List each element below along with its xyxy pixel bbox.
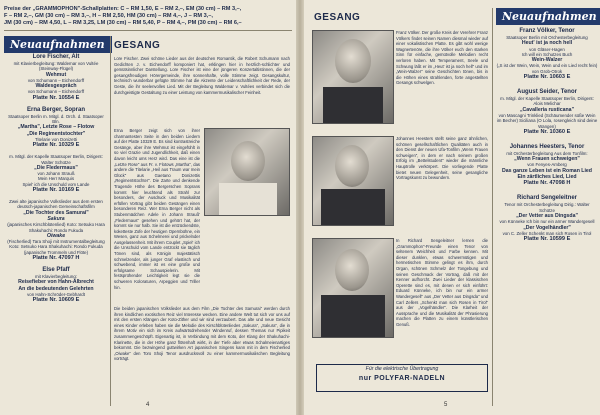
text-franz-voelker: Franz Völker. Der große Kreis der Verehrer Franz Völkers findet seinen Namen diesmal wieder auf einer vokalistischen Platte. Es gibt wohl wenige Wagnertenöre, die ihre Völker euch den starken Sinn für einfache, gemütvolle Melodien recht verloren haben. Mit Temperament, Seele und Schwung läßt er im „Heut' ist ja noch hell" und im „Wein-Walzer" seine Geschichten tönen, bis in die Höhen eines strahlenden, forte angestellten Gesangs schwelgen.: [396, 30, 488, 86]
record-number: Platte Nr. 10360 E: [523, 128, 571, 135]
song-title: An die bedeutenden Gelehrten: [18, 285, 94, 292]
record-number: Platte Nr. 10603 E: [523, 74, 571, 81]
song-title: Waldesgespräch: [35, 83, 77, 90]
ad-line: Für die elektrische Übertragung: [365, 366, 439, 372]
accompaniment: m. Mitgl. der Kapelle Staatsoper Berlin, Dirigent: Alois Melichar: [500, 96, 594, 107]
page-number: 4: [146, 402, 150, 408]
song-title: „Martha", Letzte Rose – Flotow: [17, 124, 95, 131]
song-title: Oiwake: [46, 232, 66, 239]
composer: von Mascagni Trinklied (Schäumender süße Wein im Becher) Siciliana (O Lola, rosengleich sind deine Wangen): [496, 112, 598, 129]
artist-name: Johannes Heesters, Tenor: [509, 143, 585, 150]
release-entry: [4, 107, 108, 149]
column-divider: [110, 36, 111, 406]
release-entry: [4, 199, 108, 262]
portrait-suit: [321, 295, 385, 337]
song-title: „Die Fledermaus": [34, 164, 78, 171]
artist-name: Lore Fischer, Alt: [32, 54, 80, 60]
release-entry: [4, 267, 108, 304]
release-list-left: [4, 54, 108, 309]
song-title: Ein zärtliches Lied, Lied: [517, 174, 577, 181]
song-title: Heut' ist ja noch hell: [521, 40, 573, 47]
accompaniment: m. Mitgl. der Kapelle Staatsoper Berlin, Dirigent: Walter Schütze: [9, 154, 103, 165]
text-japanese-songs: Die beiden japanischen Volkslieder aus dem Film „Die Tochter des Samurai" werden durch ihren kindlichen exotischen Reiz viel Interesse wecken. Eine andere Welt tut sich vor uns auf mit den ersten Klängen der Koto-Zither und wir sind verzaubert. Das alte und neue Gesicht eines Kinder erleben haben sie die Melodie des Kirschblütenliedes „Sakura", „Sakura", die in ihrem Motiv ein sich im Kreis aufwärtsdrehender Windenruf, dessen Themas nur Pipikeit zusammengeschöpft. Eigenartig ist, in Verbindung mit dem Koto, der Klang der Shakuhachi-Klarinette, die in der Höhe ganz flötenhaft wirkt, in der Tiefe aber etwas Schalmeienartiges bekommt. Die bezwingend guttwirken Art japanischen Singens kann mit in dem Fischerlied „Oiwake" den Toro Shoji Tenor ausdrucksvoll zu einer kammermusikalischen Begleitung vorträgt.: [114, 306, 290, 362]
portrait-dress: [219, 183, 277, 215]
song-title: Wehmut: [45, 71, 67, 78]
record-number: Platte Nr. 10329 E: [32, 142, 80, 149]
release-entry: [496, 144, 598, 187]
composer: von Johann Strauß: [37, 171, 75, 177]
portrait-suit: [321, 189, 385, 225]
artist-name: Else Pfaff: [42, 267, 70, 274]
film-title: „Die Tochter des Samurai": [23, 209, 89, 216]
portrait-face: [335, 145, 369, 187]
photo-franz-voelker: [312, 30, 394, 124]
banner-neuaufnahmen: Neuaufnahmen: [4, 36, 112, 53]
banner-neuaufnahmen: Neuaufnahmen: [496, 8, 600, 25]
accompaniment: mit Klavierbegleitung:: [35, 274, 77, 280]
photo-erna-berger: [204, 128, 290, 216]
record-number: Platte Nr. 47098 H: [523, 180, 571, 187]
accompaniment: Staatsoper Berlin mit Orchesterbegleitung: [506, 35, 588, 40]
artist-name: August Seider, Tenor: [517, 89, 577, 96]
composer: („S ist der Wein, Wein, Wein und ein Lied recht fein) von Grob-Otrok: [496, 63, 598, 74]
release-entry: [4, 54, 108, 102]
accompaniment: Tenor mit Orchesterbegleitung Dirig.: Walter Schütze: [504, 202, 590, 213]
record-number: Platte Nr. 10609 E: [32, 297, 80, 304]
photo-johannes-heesters: [312, 136, 394, 226]
text-lore-fischer: Lore Fischer. Zwei schöne Lieder aus der deutschen Romantik, die Robert Schumann nach Gedichten J. v. Eichendorff komponiert hat, erklingen hier in herzlich-schlichter und gemütsinnlicher Darstellung. Lore Fischer ist eine der jüngeren Konzertaltistinnen, die der gesangsfreudigen Hörergemeinde, ihre sonnenhafte, volle Stimme zeigt. Gesangskultur, technisch wunderbar gefügte Stimme hat die Akzente der Leidenschaftlichkeit der Rede, der Geste, die ihr seelenvolles Lied. Mit der Begleitung Waldemar v. Vultées verbindet sich die durchgeistigte Gestaltung zu einer Leistung von kammermusikalischer Feinheit.: [114, 56, 290, 95]
artist-name: Erna Berger, Sopran: [26, 106, 86, 113]
book-gutter: [296, 0, 304, 415]
text-richard-sengeleitner: In Richard Sengeleitner lernen die „Grammophon"-Freunde einen Tenor von seltenem Weichheit und Farbe kennen. Mit dieser dunklen, etwas schwermütigen und hermetischen Stimme gelingt es ihm, durch Organ, schönen Schmelz der Tongebung und seinen Geschmack der Vortrag, daß mit der Kenner aufhorcht. Zwei Lieder der klassischen Operette sind es, mit denen er sich einführt: Eduard Künneke, ich bin nur ein armer Wandergesell" aus „Der Vetter aus Dingsda" und Carl Zellers „Schenkt man sich Rosen in Tirol" aus der „Vogelhändler". Die Klarheit der Aussprache und die Musikalität der Phrasierung machen die Platten zu einem künstlerischen Genuß.: [396, 238, 488, 327]
price-line: JM (30 cm) – RM 4,50, L – RM 3,25, LM (30 cm) – RM 5,40, P – RM 4,–, PM (30 cm) – RM 6,–: [4, 20, 242, 26]
composer: von C. Zeller Schenkt man sich Rosen in Tirol: [502, 230, 592, 236]
record-number: Platte Nr. 47097 H: [32, 255, 80, 262]
section-heading-gesang: GESANG: [314, 12, 361, 23]
composer: von Künneke Ich bin nur ein armer Wandergesell: [499, 219, 595, 225]
film-title: „Wenn Frauen schweigen": [514, 156, 580, 163]
composer: von Fenyes-Amberg: [527, 162, 567, 168]
artist-name: Richard Sengeleitner: [516, 195, 578, 202]
song-title: Reisefieber von Hahn-Albrecht: [18, 279, 94, 286]
page-number: 5: [444, 402, 448, 408]
text-erna-berger-intro: Erna Berger zeigt sich von ihrer charmantesten Seite in den beiden Liedern auf der Platte 10329 E. Es sind kontrastreiche Gesänge, aber ihre Wehmut ist eingefühlt in so viel Grazie und Jugendlichkeit, daß einen davon leicht ums Herz wird. Das eine ist die „Letzte Rose" aus Fr. v. Flotows „Martha", das andere die Titelarie „Heil aus Traum war mein Glück" aus Gaetano Donizettis „Regimentstochter". Die Zarte und denkende Tragende Höhe des Bergerschen Soprans kommt hier leuchtend als Strahl zur besonders, der Ausdruck und Musikalität erfüllen Vortrag gibt beiden Gesängen einen besonderen Reiz. Wer Erna Berger nicht als Stubenmädchen Adele in Johann Strauß' „Fledermaus" gesehen und gehört hat, der kommt sie nur halb. Sie ist die entzückendste, koketteste Zofe der heutigen Opernbühne, ein Wesen, ganz aus Schelmerei und prickelnder Ausgelassenheit. Mit ihrem Couplet „Spiel' ich die Unschuld vom Lande entzückt sie täglich Tönen sind, als Königin majestätisch schmelzender, als junger Graf elastisch und schwebend, immer ist es eine große und erfolgsame Schauspielerin. Mit festsprühender Leichtigkeit legt sie die schweren Koloraturen, Arpeggien und Triller hin.: [114, 128, 200, 290]
song-title: Spiel' ich die Unschuld vom Lande: [22, 181, 90, 187]
song-title: Ich will ein Schutzes Buch: [521, 51, 573, 57]
composer: von Gläser-Hagen: [529, 46, 565, 52]
release-entry: [496, 195, 598, 243]
release-entry: [496, 28, 598, 81]
composer: von Schumann – Eichendorff: [27, 89, 85, 95]
ad-line: nur POLYFAR-NADELN: [358, 375, 446, 382]
song-title: „Die Regimentstochter": [26, 130, 86, 137]
record-number: Platte Nr. 10169 E: [32, 187, 80, 194]
left-page: [0, 0, 296, 415]
price-line: Preise der „GRAMMOPHON"-Schallplatten: C – RM 1,50, E – RM 2,–, EM (30 cm) – RM 3,–,: [4, 6, 242, 12]
ad-polyfar-nadeln: [316, 364, 488, 392]
photo-richard-sengeleitner: [312, 238, 394, 338]
composer: Titelarie von Donizetti: [34, 136, 78, 142]
accompaniment: Staatsoper Berlin m. Mitgl. d. Orch. d. Staatsoper Bln.: [8, 113, 104, 125]
song-title: Wein-Walzer: [531, 57, 563, 64]
artist-name: Franz Völker, Tenor: [519, 28, 575, 34]
description: Zwei alte japanische Volkslieder aus dem ersten deutsch-japanischen Gemeinschaftsfilm: [9, 199, 103, 210]
accompaniment: mit Orchesterbegleitung Aus dem Tonfilm:: [506, 150, 588, 156]
release-entry: [4, 154, 108, 194]
release-list-right: [496, 28, 598, 248]
portrait-face: [231, 141, 265, 181]
portrait-face: [335, 249, 369, 291]
operetta-title: „Der Vetter aus Dingsda": [516, 212, 578, 219]
text-johannes-heesters: Johannes Heesters stellt seine ganz ähnlichen, schönen gesellschaftlichen Qualitäten auch in den Dienst der neuen Ufa-Tonfilm „Wenn Frauen schweigen", in dem er nach seinem großen Erfolg im „Bettelstudent" wieder die männliche Hauptrolle verkörpert. Die vorliegende Platte bietet neuen Gelegenheit, seine gesangliche Vortragskunst zu bewundern.: [396, 136, 488, 181]
section-heading-gesang: GESANG: [114, 40, 161, 51]
song-title: Mein Herr Marquis: [37, 176, 75, 182]
opera-title: „Cavalleria rusticana": [519, 106, 575, 113]
performers: (Fischerlied) Tara Shoji mit Instrumentalbegleitung Koto: Setsuko Hara Shakuhachi: Rondo Fukuda (japanische Trommeln und Flöte): [7, 239, 105, 255]
song-title: Sakura: [47, 215, 65, 222]
operetta-title: „Der Vogelhändler": [523, 224, 571, 231]
portrait-face: [335, 39, 371, 83]
price-list: [4, 6, 292, 27]
record-number: Platte Nr. 10554 E: [32, 94, 80, 101]
accompaniment: mit Klavierbegleitung: Waldemar von Vultée (Steinway-Flügel): [13, 61, 99, 72]
composer: von Hahn-Schröder-Gebhardt: [27, 291, 85, 297]
performers: (japanisches Kirschblütenlied) Koto: Setsuko Hara Shakuhachi: Rondo Fukuda: [7, 222, 105, 233]
divider: [4, 30, 292, 31]
song-title: Das ganze Leben ist ein Roman Lied: [502, 167, 592, 174]
release-entry: [496, 89, 598, 136]
price-line: F – RM 2,–, GM (30 cm) – RM 3,–, H – RM 2,50, HM (30 cm) – RM 4,–, J – RM 3,–,: [4, 13, 213, 19]
record-number: Platte Nr. 10599 E: [523, 236, 571, 243]
portrait-suit: [323, 87, 383, 123]
column-divider: [492, 8, 493, 406]
right-page: [304, 0, 600, 415]
composer: von Schumann – Eichendorff: [27, 77, 85, 83]
